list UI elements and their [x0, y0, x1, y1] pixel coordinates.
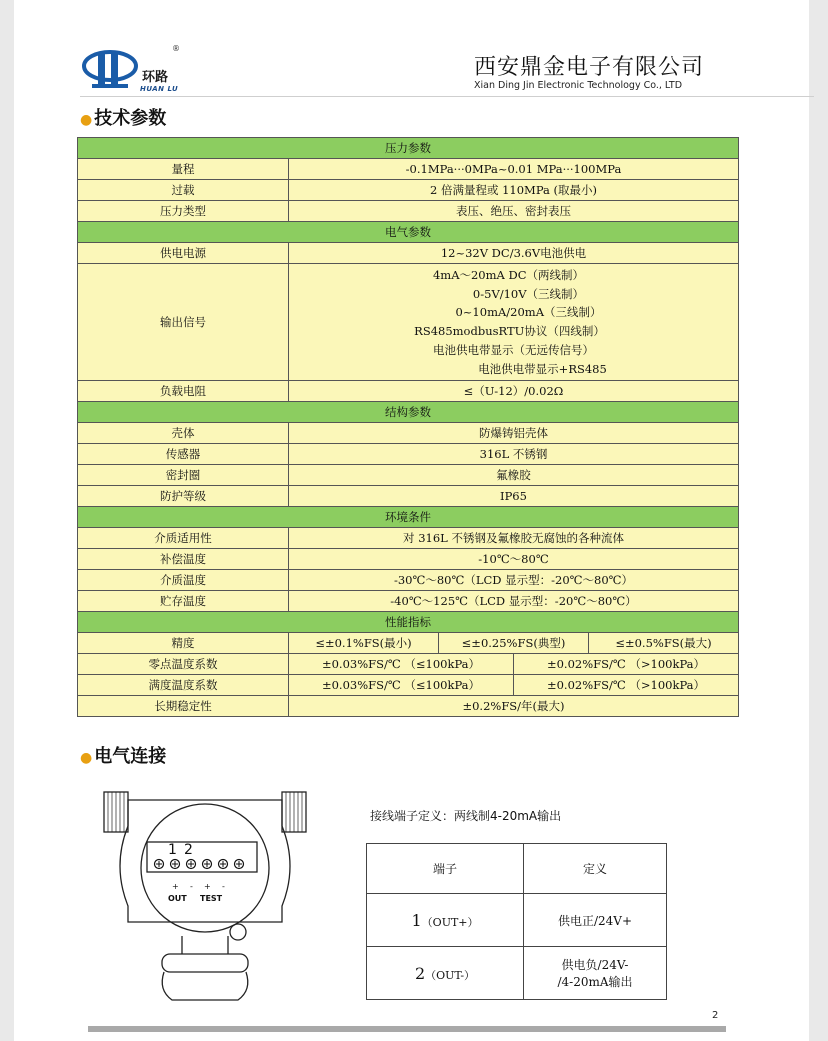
spec-value: -0.1MPa···0MPa~0.01 MPa···100MPa — [289, 159, 739, 180]
company-name-en: Xian Ding Jin Electronic Technology Co., LTD — [474, 80, 683, 91]
output-signal-item: 电池供电带显示（无远传信号） — [433, 342, 594, 357]
section-title-electrical — [80, 742, 166, 768]
terminal-sub: （OUT+） — [421, 915, 479, 929]
housing-shape — [120, 800, 290, 922]
terminal-sub: （OUT-） — [425, 968, 476, 982]
output-signal-list — [289, 264, 739, 381]
spec-label: 贮存温度 — [78, 591, 289, 612]
section-title-text: 电气连接 — [94, 746, 167, 767]
footer-bar — [88, 1026, 726, 1032]
zero-temp-values — [289, 654, 739, 675]
terminal-cell — [367, 947, 524, 1000]
spec-value: 2 倍满量程或 110MPa (取最小) — [289, 180, 739, 201]
header-divider — [80, 96, 814, 97]
spec-section-header: 压力参数 — [78, 138, 739, 159]
definition-cell — [524, 894, 667, 947]
polarity-minus: - — [222, 882, 225, 891]
output-signal-item: 0~10mA/20mA（三线制） — [455, 305, 602, 320]
spec-value: IP65 — [289, 486, 739, 507]
spec-value: 12~32V DC/3.6V电池供电 — [289, 243, 739, 264]
ground-screw — [230, 924, 246, 940]
terminal-cell — [367, 894, 524, 947]
logo-english-name: HUAN LU — [140, 85, 179, 93]
bullet-dot-icon: ● — [80, 112, 93, 128]
output-signal-item: RS485modbusRTU协议（四线制） — [414, 324, 605, 339]
spec-label: 壳体 — [78, 423, 289, 444]
wiring-caption: 接线端子定义：两线制4-20mA输出 — [370, 809, 562, 823]
spec-value: ±0.03%FS/℃ （≤100kPa） — [321, 657, 481, 672]
terminal-num: 1 — [411, 910, 422, 930]
section-title-specs — [80, 104, 166, 130]
spec-label: 精度 — [78, 633, 289, 654]
spec-label: 补偿温度 — [78, 549, 289, 570]
test-label: TEST — [200, 894, 223, 903]
spec-label: 零点温度系数 — [78, 654, 289, 675]
spec-value: -10℃～80℃ — [289, 549, 739, 570]
spec-label: 满度温度系数 — [78, 675, 289, 696]
neck-collar — [162, 954, 248, 972]
polarity-minus: - — [190, 882, 193, 891]
spec-value: ≤±0.25%FS(典型) — [438, 633, 588, 653]
spec-value: -30℃～80℃（LCD 显示型：-20℃～80℃） — [289, 570, 739, 591]
definition-cell — [524, 947, 667, 1000]
out-label: OUT — [168, 894, 187, 903]
spec-value: -40℃～125℃（LCD 显示型：-20℃～80℃） — [289, 591, 739, 612]
terminal-number-1: 1 — [168, 842, 177, 858]
spec-label: 传感器 — [78, 444, 289, 465]
section-title-text: 技术参数 — [94, 108, 167, 129]
col-header-definition: 定义 — [524, 844, 667, 894]
spec-label: 介质温度 — [78, 570, 289, 591]
bullet-dot-icon: ● — [80, 750, 93, 766]
page-number: 2 — [712, 1010, 719, 1021]
spec-label: 防护等级 — [78, 486, 289, 507]
registered-mark: ® — [172, 44, 180, 53]
spec-value: ±0.2%FS/年(最大) — [289, 696, 739, 717]
spec-value: 316L 不锈钢 — [289, 444, 739, 465]
spec-label: 密封圈 — [78, 465, 289, 486]
spec-value: ±0.02%FS/℃ （>100kPa） — [513, 675, 738, 695]
output-signal-item: 电池供电带显示+RS485 — [478, 361, 607, 376]
spec-value: ≤±0.1%FS(最小) — [315, 636, 412, 651]
logo-chinese-name: 环路 — [142, 70, 169, 85]
spec-value: ≤（U-12）/0.02Ω — [289, 381, 739, 402]
terminal-table — [366, 843, 667, 1000]
terminal-num: 2 — [414, 963, 426, 983]
knurl-lines — [108, 792, 302, 832]
terminal-number-2: 2 — [184, 842, 193, 858]
huanlu-logo-icon — [82, 44, 142, 100]
company-logo — [82, 44, 182, 100]
company-name-cn: 西安鼎金电子有限公司 — [474, 55, 705, 80]
spec-section-header: 性能指标 — [78, 612, 739, 633]
spec-label: 压力类型 — [78, 201, 289, 222]
definition-line: 供电正/24V+ — [557, 913, 633, 928]
spec-value: ±0.03%FS/℃ （≤100kPa） — [321, 678, 481, 693]
connector-shape — [162, 972, 248, 1000]
spec-label: 量程 — [78, 159, 289, 180]
spec-section-header: 环境条件 — [78, 507, 739, 528]
spec-label: 输出信号 — [78, 264, 289, 381]
neck-shape — [182, 936, 228, 954]
spec-label: 供电电源 — [78, 243, 289, 264]
col-header-terminal: 端子 — [367, 844, 524, 894]
polarity-plus: + — [204, 882, 211, 891]
terminal-block — [147, 842, 257, 872]
spec-label: 长期稳定性 — [78, 696, 289, 717]
spec-value: ±0.02%FS/℃ （>100kPa） — [513, 654, 738, 674]
spec-value: 防爆铸铝壳体 — [289, 423, 739, 444]
spec-table — [77, 137, 739, 717]
terminal-screws — [155, 860, 244, 869]
full-temp-values — [289, 675, 739, 696]
spec-section-header: 结构参数 — [78, 402, 739, 423]
spec-label: 过载 — [78, 180, 289, 201]
accuracy-values — [289, 633, 739, 654]
output-signal-item: 4mA～20mA DC（两线制） — [432, 268, 585, 282]
spec-section-header: 电气参数 — [78, 222, 739, 243]
wiring-diagram — [102, 786, 312, 1006]
definition-line: /4-20mA输出 — [557, 975, 633, 989]
spec-label: 介质适用性 — [78, 528, 289, 549]
output-signal-item: 0-5V/10V（三线制） — [472, 286, 585, 301]
polarity-plus: + — [172, 882, 179, 891]
spec-label: 负载电阻 — [78, 381, 289, 402]
spec-value: 表压、绝压、密封表压 — [289, 201, 739, 222]
spec-value: 对 316L 不锈钢及氟橡胶无腐蚀的各种流体 — [289, 528, 739, 549]
definition-line: 供电负/24V- — [561, 958, 629, 972]
spec-value: ≤±0.5%FS(最大) — [588, 633, 738, 653]
spec-value: 氟橡胶 — [289, 465, 739, 486]
